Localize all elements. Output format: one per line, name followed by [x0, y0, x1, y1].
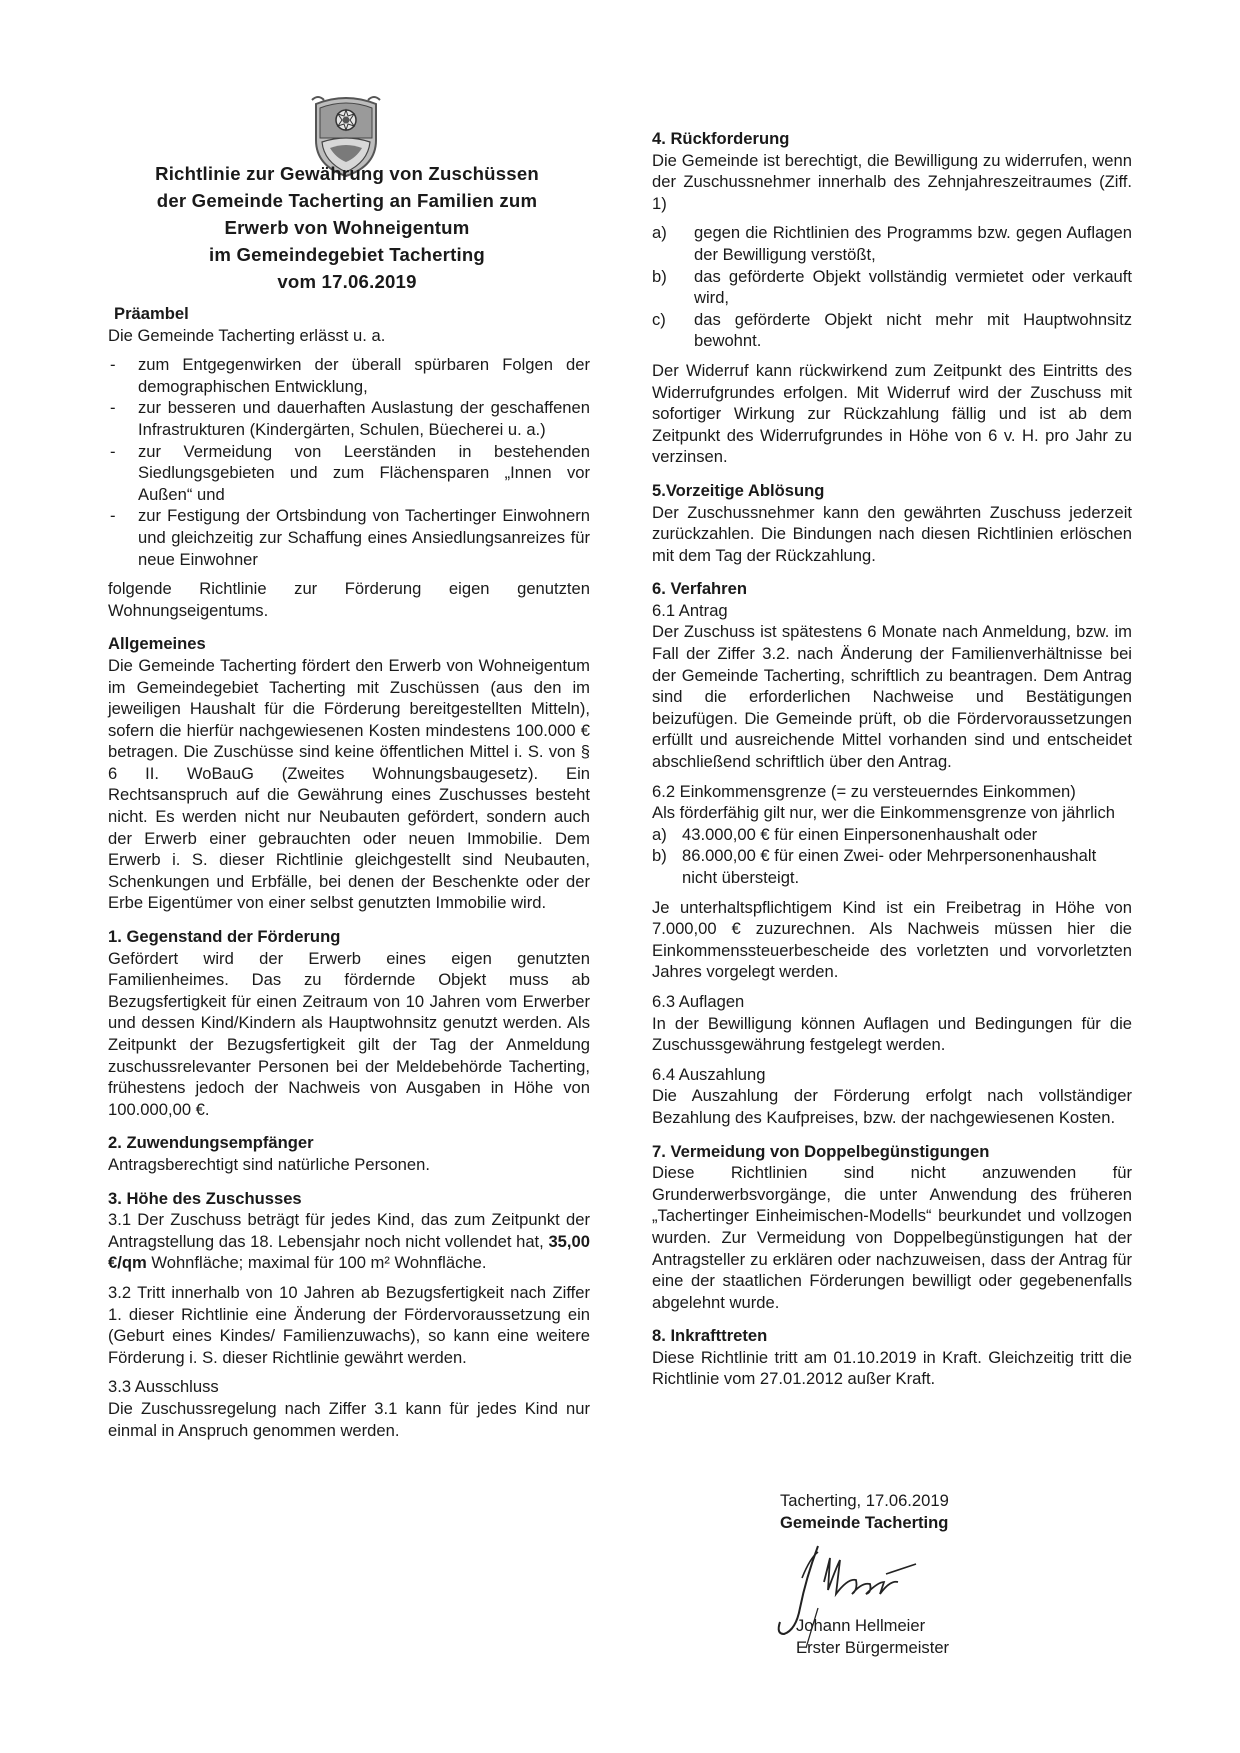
list-item: a) 43.000,00 € für einen Einpersonenhaushalt oder: [652, 824, 1038, 844]
section-1-heading: 1. Gegenstand der Förderung: [108, 927, 341, 947]
list-item: c) das geförderte Objekt nicht mehr mit Hauptwohnsitz bewohnt.: [652, 309, 1132, 351]
praeambel-intro: Die Gemeinde Tacherting erlässt u. a.: [108, 325, 386, 345]
section-6-1-heading: 6.1 Antrag: [652, 600, 728, 620]
allgemeines-heading: Allgemeines: [108, 634, 206, 654]
section-6-heading: 6. Verfahren: [652, 579, 748, 599]
signatory-role: Erster Bürgermeister: [796, 1637, 950, 1657]
section-6-2-text: Als förderfähig gilt nur, wer die Einkommensgrenze von jährlich: [652, 803, 1116, 823]
title-line: der Gemeinde Tacherting an Familien zum: [156, 190, 538, 211]
section-2-text: Antragsberechtigt sind natürliche Personen.: [108, 1154, 430, 1174]
section-5-text: Der Zuschussnehmer kann den gewährten Zuschuss jederzeit zurückzahlen. Die Bindungen nach diesen Richtlinien erlöschen mit dem Tag der Rückzahlung.: [652, 502, 1132, 565]
title-line: vom 17.06.2019: [277, 271, 417, 292]
praeambel-heading: Präambel: [114, 304, 189, 323]
allgemeines-text: Die Gemeinde Tacherting fördert den Erwerb von Wohneigentum im Gemeindegebiet Tacherting mit Zuschüssen (aus den im jeweiligen Haushalt für die Förderung bereitgestellten Mitteln), sofern die hierfür nachgewiesenen Kosten mindestens 100.000 € betragen. Die Zuschüsse sind keine öffentlichen Mittel i. S. von § 6 II. WoBauG (Zweites Wohnungsbaugesetz). Ein Rechtsanspruch auf die Gewährung eines Zuschusses besteht nicht. Es werden nicht nur Neubauten gefördert, sondern auch der Erwerb einer gebrauchten oder neuen Immobilie. Dem Erwerb i. S. dieser Richtlinie gleichgestellt sind Neubauten, Schenkungen und Erbfälle, bei denen der Beschenkte oder der Erbe Eigentümer von einer selbst genutzten Immobilie wird.: [108, 655, 590, 913]
section-7-heading: 7. Vermeidung von Doppelbegünstigungen: [652, 1141, 990, 1161]
list-item: - zur Festigung der Ortsbindung von Tachertinger Einwohnern und gleichzeitig zur Schaffung eines Ansiedlungsanreizes für neue Einwohner: [110, 506, 590, 569]
section-6-4-text: Die Auszahlung der Förderung erfolgt nach vollständiger Bezahlung des Kaufpreises, bzw. der nachgewiesenen Kosten.: [652, 1086, 1132, 1127]
subsidy-rate: 35,00 €/qm: [108, 1231, 590, 1273]
praeambel-closing: folgende Richtlinie zur Förderung eigen genutzten Wohnungseigentums.: [108, 579, 590, 620]
title-line: Erwerb von Wohneigentum: [224, 217, 470, 238]
section-6-2-heading: 6.2 Einkommensgrenze (= zu versteuerndes Einkommen): [652, 781, 1076, 801]
signatory-name: Johann Hellmeier: [796, 1616, 926, 1636]
section-6-4-heading: 6.4 Auszahlung: [652, 1064, 766, 1084]
document-title: [104, 160, 590, 295]
municipality-name: Gemeinde Tacherting: [780, 1512, 949, 1532]
section-8-text: Diese Richtlinie tritt am 01.10.2019 in Kraft. Gleichzeitig tritt die Richtlinie vom 27.01.2012 außer Kraft.: [652, 1347, 1132, 1389]
section-2-heading: 2. Zuwendungsempfänger: [108, 1133, 314, 1153]
section-3-2-text: 3.2 Tritt innerhalb von 10 Jahren ab Bezugsfertigkeit nach Ziffer 1. dieser Richtlinie eine Änderung der Fördervoraussetzung ein (Geburt eines Kindes/ Familienzuwachs), so kann eine weitere Förderung i. S. dieser Richtlinie gewährt werden.: [108, 1282, 590, 1367]
section-6-2-closing: Je unterhaltspflichtigem Kind ist ein Freibetrag in Höhe von 7.000,00 € zuzurechnen. Als Nachweis müssen hier die Einkommenssteuerbescheide des vorletzten und vorvorletzten Jahres vorgelegt werden.: [652, 897, 1132, 982]
section-7-text: Diese Richtlinien sind nicht anzuwenden für Grunderwerbsvorgänge, die unter Anwendung des früheren „Tachertinger Einheimischen-Modells“ beurkundet und vollzogen wurden. Zur Vermeidung von Doppelbegünstigungen hat der Antragsteller zu erklären oder nachzuweisen, dass der Antrag für eine der staatlichen Förderungen bewilligt oder gegebenenfalls abgelehnt wurde.: [652, 1163, 1132, 1312]
section-4-closing: Der Widerruf kann rückwirkend zum Zeitpunkt des Eintritts des Widerrufgrundes erfolgen. Mit Widerruf wird der Zuschuss mit sofortiger Wirkung zur Rückzahlung fällig und ist ab dem Zeitpunkt des Widerrufgrundes in Höhe von 6 v. H. pro Jahr zu verzinsen.: [652, 360, 1132, 467]
section-4-heading: 4. Rückforderung: [652, 129, 790, 148]
list-item: b) 86.000,00 € für einen Zwei- oder Mehrpersonenhaushalt nicht übersteigt.: [652, 846, 1097, 887]
section-4-text: Die Gemeinde ist berechtigt, die Bewilligung zu widerrufen, wenn der Zuschussnehmer innerhalb des Zehnjahreszeitraumes (Ziff. 1): [652, 150, 1132, 213]
income-limit-list: [652, 824, 1132, 889]
section-3-heading: 3. Höhe des Zuschusses: [108, 1188, 302, 1208]
praeambel-list: [108, 354, 590, 570]
right-column: [652, 128, 1132, 1390]
section-8-heading: 8. Inkrafttreten: [652, 1326, 768, 1346]
list-item: a) gegen die Richtlinien des Programms bzw. gegen Auflagen der Bewilligung verstößt,: [652, 223, 1132, 264]
place-date: Tacherting, 17.06.2019: [780, 1491, 949, 1510]
title-line: im Gemeindegebiet Tacherting: [209, 244, 485, 265]
section-6-1-text: Der Zuschuss ist spätestens 6 Monate nach Anmeldung, bzw. im Fall der Ziffer 3.2. nach Änderung der Familienverhältnisse bei der Gemeinde Tacherting, schriftlich zu beantragen. Dem Antrag sind die erforderlichen Nachweise und Bestätigungen beizufügen. Die Gemeinde prüft, ob die Fördervoraussetzungen erfüllt und ausreichende Mittel vorhanden sind und entscheidet abschließend schriftlich über den Antrag.: [652, 622, 1132, 772]
section-3-3-heading: 3.3 Ausschluss: [108, 1377, 219, 1397]
section-4-list: [652, 222, 1132, 352]
section-5-heading: 5.Vorzeitige Ablösung: [652, 480, 825, 500]
left-column: [108, 160, 590, 1441]
title-line: Richtlinie zur Gewährung von Zuschüssen: [155, 163, 539, 184]
section-3-1-text: 3.1 Der Zuschuss beträgt für jedes Kind, das zum Zeitpunkt der Antragstellung das 18. Lebensjahr noch nicht vollendet hat, 35,00 €/qm Wohnfläche; maximal für 100 m² Wohnfläche.: [108, 1210, 590, 1273]
list-item: - zur besseren und dauerhaften Auslastung der geschaffenen Infrastrukturen (Kindergärten, Schulen, Büecherei u. a.): [110, 398, 590, 439]
section-3-3-text: Die Zuschussregelung nach Ziffer 3.1 kann für jedes Kind nur einmal in Anspruch genommen werden.: [108, 1398, 590, 1440]
list-item: - zur Vermeidung von Leerständen in bestehenden Siedlungsgebieten und zum Flächensparen „Innen vor Außen“ und: [110, 441, 590, 504]
section-6-3-heading: 6.3 Auflagen: [652, 991, 745, 1011]
list-item: - zum Entgegenwirken der überall spürbaren Folgen der demographischen Entwicklung,: [110, 355, 590, 396]
list-item: b) das geförderte Objekt vollständig vermietet oder verkauft wird,: [652, 266, 1132, 308]
section-6-3-text: In der Bewilligung können Auflagen und Bedingungen für die Zuschussgewährung festgelegt werden.: [652, 1013, 1132, 1055]
handwritten-signature: [766, 1538, 966, 1658]
section-1-text: Gefördert wird der Erwerb eines eigen genutzten Familienheimes. Das zu fördernde Objekt muss ab Bezugsfertigkeit für einen Zeitraum von 10 Jahren vom Erwerber und dessen Kind/Kindern als Hauptwohnsitz genutzt werden. Als Zeitpunkt der Bezugsfertigkeit gilt der Tag der Anmeldung zuschussrelevanter Personen bei der Meldebehörde Tacherting, frühestens jedoch der Nachweis von Ausgaben in Höhe von 100.000,00 €.: [108, 948, 590, 1119]
